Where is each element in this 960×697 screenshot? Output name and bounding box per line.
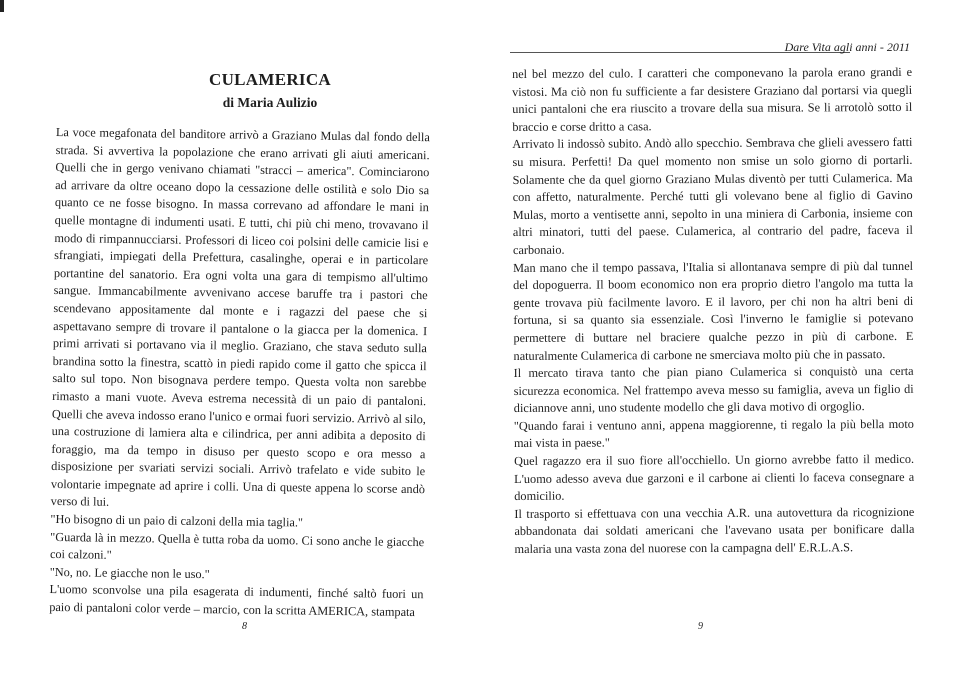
paragraph: Quel ragazzo era il suo fiore all'occhiello. Un giorno avrebbe fatto il medico. L'uomo adesso aveva due garzoni e il carbone ai clienti lo faceva consegnare a domicilio. — [514, 451, 915, 504]
paragraph: Arrivato li indossò subito. Andò allo specchio. Sembrava che glieli avessero fatti su misura. Perfetti! Da quel momento non smise un solo giorno di portarli. Solamente che da quel giorno Graziano Mulas diventò per tutti Culamerica. Ma con affetto, naturalmente. Perché tutti gli volevano bene al figlio di Gavino Mulas, morto a ventisette anni, sepolto in una miniera di Carbonia, insieme con altri minatori, tutti del paese. Culamerica, al contrario del padre, faceva il carbonaio. — [512, 135, 913, 257]
right-text-column — [512, 64, 915, 559]
paragraph: L'uomo sconvolse una pila esagerata di indumenti, finché saltò fuori un paio di pantaloni color verde – marcio, con la scritta AMERICA, stampata — [49, 582, 424, 620]
page-number: 8 — [242, 621, 247, 632]
story-title: CULAMERICA — [209, 70, 331, 89]
story-author: di Maria Aulizio — [222, 95, 318, 110]
running-header: Dare Vita agli anni - 2011 — [784, 40, 910, 54]
paragraph: "Quando farai i ventuno anni, appena maggiorenne, ti regalo la più bella moto mai vista in paese." — [513, 416, 914, 451]
page-number: 9 — [698, 621, 703, 632]
paragraph: "No, no. Le giacche non le uso." — [49, 564, 210, 582]
paragraph: La voce megafonata del banditore arrivò a Graziano Mulas dal fondo della strada. Si avvertiva la popolazione che erano arrivati gli aiuti americani. Quelli che in gergo venivano chiamati "stracci – america". Cominciarono ad arrivare da oltre oceano dopo la cessazione delle ostilità e solo Dio sa quanto ce ne fosse bisogno. In massa correvano ad affondare le mani in quelle montagne di indumenti usati. E tutti, chi più chi meno, trovavano il modo di rimpannucciarsi. Professori di liceo coi polsini delle camicie lisi e sfrangiati, impiegati della Prefettura, casalinghe, operai e in particolare portantine del sanatorio. Era ogni volta una gara di tempismo all'ultimo sangue. Immancabilmente avvenivano accese baruffe tra i pastori che scendevano appositamente dal monte e i ragazzi del paese che si aspettavano sempre di trovare il pantalone o la giacca per la domenica. I primi arrivati si portavano via il meglio. Graziano, che stava seduto sulla brandina sotto la finestra, scattò in piedi rapido come il gatto che spicca il salto sul topo. Non bisognava perdere tempo. Questa volta non sarebbe rimasto a mani vuote. Aveva estrema necessità di un paio di pantaloni. Quelli che aveva indosso erano l'unico e ormai fuori servizio. Arrivò al silo, una costruzione di lamiera alta e cilindrica, per anni adibita a deposito di foraggio, ma da tempo in disuso per questo scopo e ora messo a disposizione per svariati servizi sociali. Arrivò trafelato e vide subito le volontarie impegnate ad aprire i colli. Una di queste appena lo scorse andò verso di lui. — [50, 124, 430, 510]
right-page — [480, 0, 960, 697]
paragraph: Man mano che il tempo passava, l'Italia si allontanava sempre di più dal tunnel del dopoguerra. Il boom economico non era proprio dietro l'angolo ma tutta la gente trovava più facilmente lavoro. E il lavoro, per chi non ha altri beni di fortuna, si sa quanto sia essenziale. Così l'inverno le famiglie si potevano permettere di buttare nel braciere qualche pezzo in più di carbone. E naturalmente Culamerica di carbone ne smerciava molto più che in passato. — [513, 258, 914, 363]
paragraph: Il trasporto si effettuava con una vecchia A.R. una autovettura da ricognizione abbandonata dai soldati americani che l'avevano usata per bonificare dalla malaria una vasta zona del nuorese con la campagna dell' E.R.L.A.S. — [514, 504, 915, 557]
paragraph: nel bel mezzo del culo. I caratteri che componevano la parola erano grandi e vistosi. Ma ciò non fu sufficiente a far desistere Graziano dal portarsi via quegli unici pantaloni che era riuscito a trovare della sua misura. Se li arrotolò sotto il braccio e corse dritto a casa. — [512, 64, 913, 134]
paragraph: "Ho bisogno di un paio di calzoni della mia taglia." — [50, 512, 304, 530]
left-text-column — [49, 124, 430, 622]
paragraph: Il mercato tirava tanto che pian piano Culamerica si conquistò una certa sicurezza economica. Nel frattempo aveva messo su famiglia, aveva un figlio di diciannove anni, uno studente modello che gli dava motivo di orgoglio. — [513, 363, 914, 416]
paragraph: "Guarda là in mezzo. Quella è tutta roba da uomo. Ci sono anche le giacche coi calzoni." — [49, 529, 425, 563]
